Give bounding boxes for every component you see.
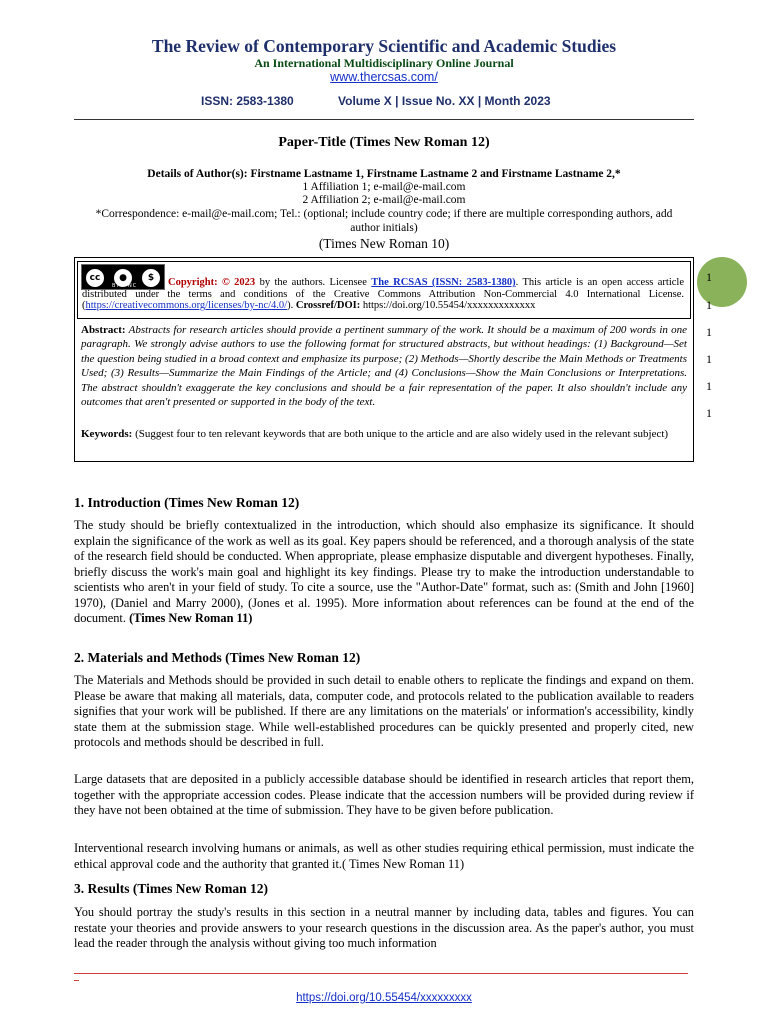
issn: ISSN: 2583-1380 [201, 94, 294, 108]
section-heading-results: 3. Results (Times New Roman 12) [74, 881, 268, 896]
comment-marker[interactable] [697, 257, 747, 307]
copyright-label: Copyright: © 2023 [168, 277, 256, 288]
cc-by-nc-license-icon[interactable]: cc ● $ BY NC [81, 264, 165, 290]
doi-text: https://doi.org/10.55454/xxxxxxxxxxxxx [360, 300, 536, 311]
journal-url-link[interactable]: www.thercsas.com/ [330, 70, 438, 84]
license-text: Copyright: © 2023 by the authors. Licensee The RCSAS (ISSN: 2583-1380). This article is an open access article distributed under the terms and conditions of the Creative Commons Attribution Non-Commercial 4.0 International License. (https://creativecommons.org/licenses/by-nc/4.0/). Crossref/DOI: https://doi.org/10.55454/xxxxxxxxxxxxx [82, 277, 685, 311]
keywords-label: Keywords: [81, 428, 133, 440]
correspondence: *Correspondence: e-mail@e-mail.com; Tel.: (optional; include country code; if there are multiple corresponding authors, add author initials) [95, 208, 673, 234]
abstract [81, 323, 687, 409]
keywords-text: (Suggest four to ten relevant keywords that are both unique to the article and are also widely used in the relevant subject) [132, 428, 669, 440]
footer-divider [74, 973, 688, 974]
crossref-label: Crossref/DOI: [295, 300, 361, 311]
section-heading-introduction: 1. Introduction (Times New Roman 12) [74, 495, 300, 510]
journal-subtitle: An International Multidisciplinary Online Journal [254, 56, 514, 70]
line-number: 1 [706, 325, 712, 339]
affiliation-1: 1 Affiliation 1; e-mail@e-mail.com [302, 181, 466, 193]
line-number: 1 [706, 379, 712, 393]
methods-paragraph-3: Interventional research involving humans or animals, as well as other studies requiring ethical permission, must indicate the ethical approval code and the authority that granted it.( Times New Roman 11) [74, 841, 694, 871]
author-details: Details of Author(s): Firstname Lastname 1, Firstname Lastname 2 and Firstname Lastname 2,* [147, 168, 621, 180]
volume-issue: Volume X | Issue No. XX | Month 2023 [338, 94, 551, 108]
abstract-box [74, 257, 694, 462]
keywords [81, 427, 687, 441]
abstract-text: Abstracts for research articles should provide a pertinent summary of the work. It should be a maximum of 200 words in one paragraph. We strongly advise authors to use the following format for structured abstracts, but without headings: (1) Background—Set the question being studied in a broad context and emphasize its purpose; (2) Methods—Shortly describe the Main Methods or Treatments Used; (3) Results—Summarize the Main Findings of the Article; and (4) Conclusions—Show the Main Conclusions or Interpretations. The abstract shouldn't exaggerate the key conclusions and should be a fair representation of the paper. It also shouldn't include any outcomes that aren't presented or supported in the body of the text. [81, 324, 687, 409]
line-number: 1 [706, 352, 712, 366]
abstract-label: Abstract: [81, 324, 126, 336]
font-note: (Times New Roman 10) [318, 236, 450, 251]
rcsas-link[interactable]: The RCSAS (ISSN: 2583-1380) [371, 277, 516, 288]
journal-title: The Review of Contemporary Scientific and Academic Studies [151, 36, 617, 56]
footer-dash [74, 980, 79, 981]
line-number: 1 [706, 406, 712, 420]
results-paragraph: You should portray the study's results in this section in a neutral manner by including data, tables and figures. You can restate your theories and provide answers to your research questions in the discussion area. As the paper's author, you must lead the reader through the analysis without giving too much information [74, 905, 694, 950]
footer-doi-link[interactable]: https://doi.org/10.55454/xxxxxxxxx [296, 992, 472, 1004]
creative-commons-link[interactable]: https://creativecommons.org/licenses/by-nc/4.0/ [85, 300, 288, 311]
line-number: 1 [706, 298, 712, 312]
methods-paragraph-2: Large datasets that are deposited in a publicly accessible database should be identified in research articles that report them, together with the appropriate accession codes. Please indicate that the accession numbers will be provided during review if they have not been obtained at the time of submission. They have to be given before publication. [74, 772, 694, 817]
license-box [77, 261, 691, 319]
line-number: 1 [706, 270, 712, 284]
header-divider [74, 119, 694, 120]
intro-font-note: (Times New Roman 11) [129, 611, 253, 625]
section-heading-methods: 2. Materials and Methods (Times New Roman 12) [74, 650, 361, 665]
introduction-paragraph: The study should be briefly contextualized in the introduction, which should also emphasize its significance. It should explain the significance of the work as well as its goal. Key papers should be referenced, and a thorough analysis of the state of the research field should be conducted. When appropriate, please emphasize disputable and divergent hypotheses. Finally, briefly discuss the work's main goal and highlight its key findings. Please try to make the introduction understandable to scientists who aren't in your field of study. To cite a source, use the "Author-Date" format, such as: (Smith and John [1960] 1970), (Daniel and Marry 2000), (Jones et al. 1995). More information about references can be found at the end of the document. (Times New Roman 11) [74, 518, 694, 625]
methods-paragraph-1: The Materials and Methods should be provided in such detail to enable others to replicate the findings and expand on them. Please be aware that making all materials, data, computer code, and protocols related to the publication available to readers signifies that your work will be published. If there are any limitations on the materials' or information's accessibility, kindly state them at the submission stage. While well-established procedures can be quickly presented and properly cited, new protocols and methods should be described in full. [74, 673, 694, 749]
paper-title: Paper-Title (Times New Roman 12) [278, 135, 490, 150]
affiliation-2: 2 Affiliation 2; e-mail@e-mail.com [302, 194, 466, 206]
